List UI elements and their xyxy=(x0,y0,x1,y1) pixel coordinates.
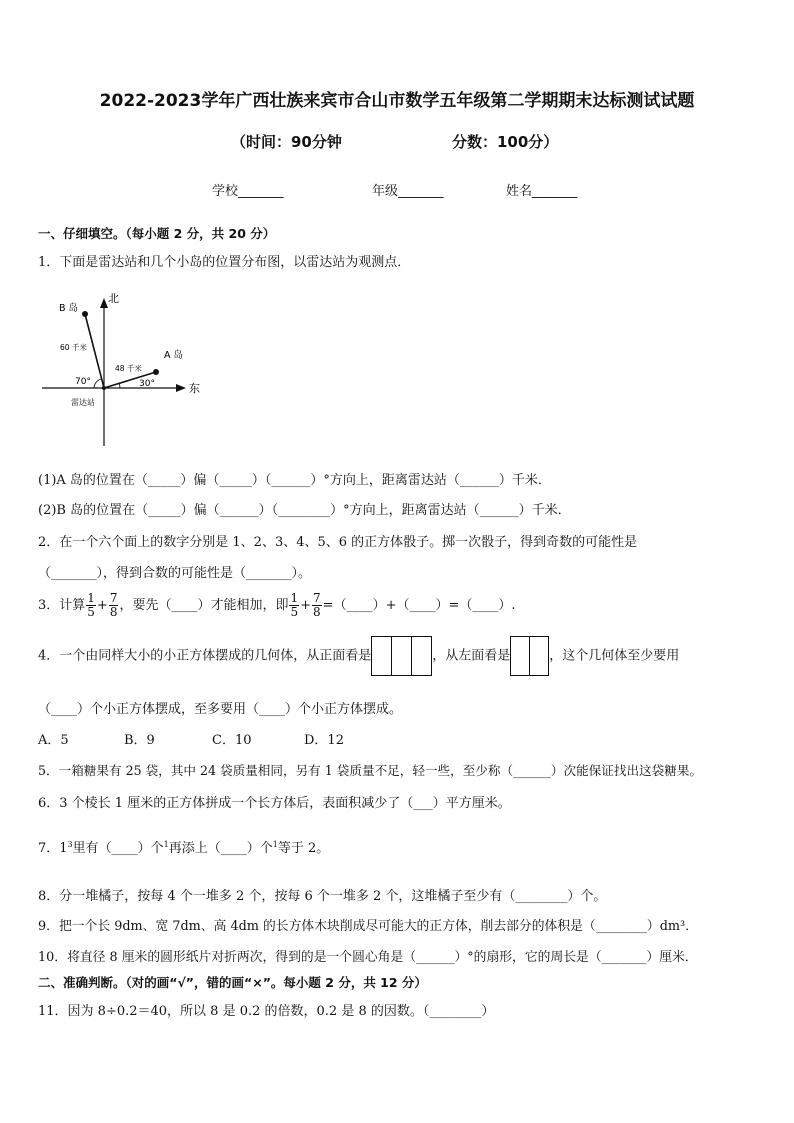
question-1-1: (1)A 岛的位置在（_____）偏（_____）（______）°方向上，距离雷达站（______）千米． xyxy=(38,473,551,488)
fraction: $\frac{7}{8}$ xyxy=(109,591,118,619)
radar-diagram xyxy=(38,284,218,448)
question-4-line2: （____）个小正方体摆成，至多要用（____）个小正方体摆成。 xyxy=(38,702,403,717)
b-island-label: B 岛 xyxy=(59,303,79,314)
question-8: 8．分一堆橘子，按每 4 个一堆多 2 个，按每 6 个一堆多 2 个，这堆橘子至少有（________）个。 xyxy=(38,889,607,904)
question-2-line1: 2．在一个六个面上的数字分别是 1、2、3、4、5、6 的正方体骰子。掷一次骰子，得到奇数的可能性是 xyxy=(38,535,638,550)
b-distance-label: 60 千米 xyxy=(60,343,87,352)
score-label: 分数：100分） xyxy=(452,133,559,151)
left-view-grid xyxy=(510,636,549,676)
east-label: 东 xyxy=(189,382,200,395)
section-1-heading: 一、仔细填空。（每小题 2 分，共 20 分） xyxy=(38,226,276,241)
time-label: （时间：90分钟 xyxy=(231,133,342,151)
question-9: 9．把一个长 9dm、宽 7dm、高 4dm 的长方体木块削成尽可能大的正方体，削去部分的体积是（________）dm³． xyxy=(38,919,698,934)
question-1: 1．下面是雷达站和几个小岛的位置分布图，以雷达站为观测点． xyxy=(38,255,411,270)
section-2-heading: 二、准确判断。（对的画“√”，错的画“×”。每小题 2 分，共 12 分） xyxy=(38,975,427,990)
a-island-label: A 岛 xyxy=(164,350,184,361)
a-distance-label: 48 千米 xyxy=(115,364,142,373)
point-b xyxy=(82,311,88,317)
north-arrow-icon xyxy=(100,298,108,308)
question-11: 11．因为 8÷0.2＝40，所以 8 是 0.2 的倍数，0.2 是 8 的因数。（________） xyxy=(38,1004,495,1019)
fraction: $\frac{1}{5}$ xyxy=(87,591,95,619)
east-arrow-icon xyxy=(176,384,186,392)
fraction: $\frac{7}{8}$ xyxy=(313,591,321,619)
question-1-2: (2)B 岛的位置在（_____）偏（______）（________）°方向上，距离雷达站（______）千米． xyxy=(38,503,571,518)
angle-b-label: 70° xyxy=(75,377,91,387)
angle-a-label: 30° xyxy=(139,379,155,389)
north-label: 北 xyxy=(108,292,119,305)
grade-field: 年级_______ xyxy=(372,184,444,199)
front-view-grid xyxy=(371,636,432,676)
school-field: 学校_______ xyxy=(212,184,284,199)
point-a xyxy=(153,369,159,375)
question-4: 4．一个由同样大小的小正方体摆成的几何体，从正面看是 ，从左面看是 ，这个几何体至少要用 xyxy=(38,636,679,676)
option-a: A．5 xyxy=(38,733,69,748)
option-d: D．12 xyxy=(304,733,344,748)
question-10: 10．将直径 8 厘米的圆形纸片对折两次，得到的是一个圆心角是（______）°的扇形，它的周长是（_______）厘米． xyxy=(38,950,698,965)
fraction: $\frac{1}{5}$ xyxy=(290,591,299,619)
name-field: 姓名_______ xyxy=(506,184,578,199)
page-title: 2022-2023学年广西壮族来宾市合山市数学五年级第二学期期末达标测试试题 xyxy=(99,91,695,111)
question-5: 5．一箱糖果有 25 袋，其中 24 袋质量相同，另有 1 袋质量不足，轻一些，至少称（______）次能保证找出这袋糖果。 xyxy=(38,763,703,778)
option-b: B．9 xyxy=(124,733,155,748)
question-6: 6．3 个棱长 1 厘米的正方体拼成一个长方体后，表面积减少了（___）平方厘米。 xyxy=(38,796,511,811)
station-label: 雷达站 xyxy=(71,398,95,407)
question-7: 7．13里有（____）个1再添上（____）个1等于 2。 xyxy=(38,839,330,856)
question-3: 3．计算 $\frac{1}{5}$ + $\frac{7}{8}$ ，要先（____）才能相加，即 $\frac{1}{5}$ + $\frac{7}{8}$ =（____）+（____）=（____）. xyxy=(38,591,516,619)
option-c: C．10 xyxy=(212,733,252,748)
question-2-line2: （_______），得到合数的可能性是（_______）。 xyxy=(38,566,312,581)
